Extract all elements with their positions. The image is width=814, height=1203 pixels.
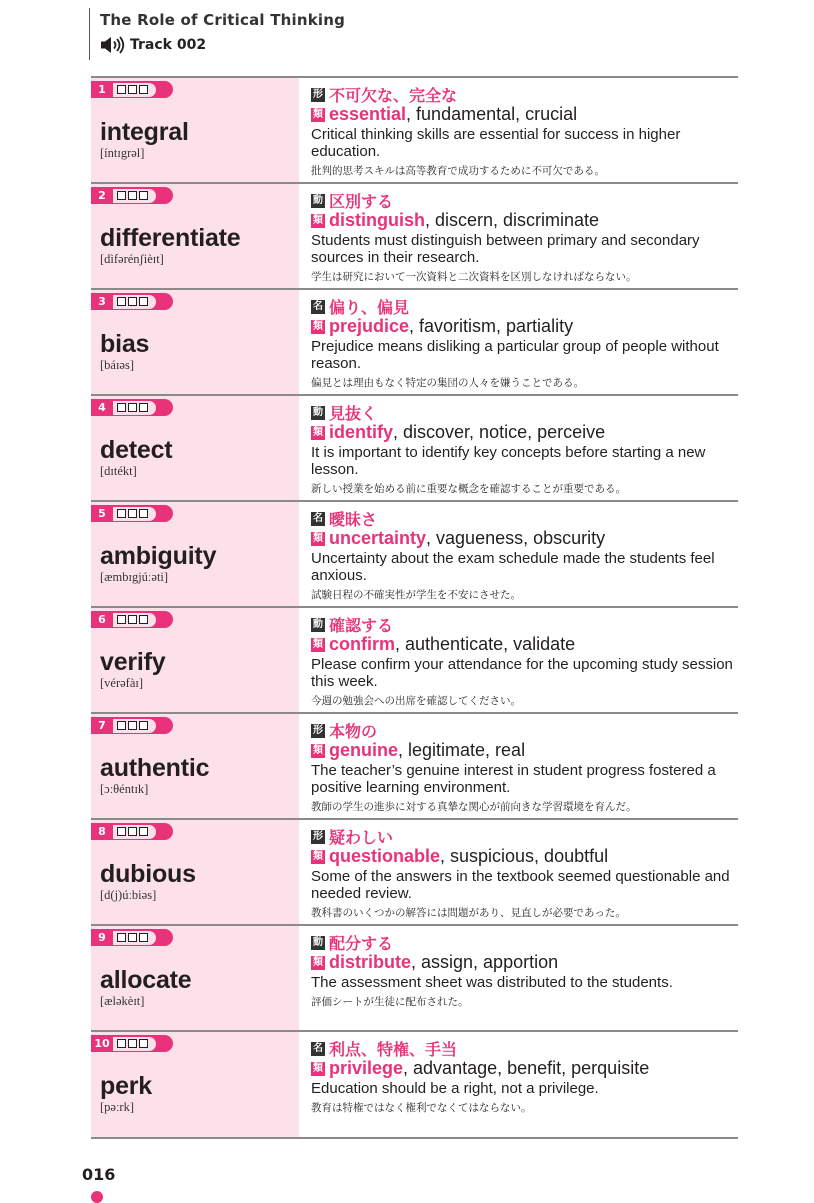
pronunciation: [æləkèɪt] (100, 994, 145, 1008)
other-synonyms: , suspicious, doubtful (440, 846, 609, 866)
other-synonyms: , assign, apportion (411, 952, 559, 972)
word-panel (91, 714, 299, 818)
meaning-line (311, 615, 738, 634)
headword: allocate (100, 966, 192, 994)
checkbox[interactable] (128, 827, 137, 836)
main-synonym: prejudice (329, 316, 410, 336)
meaning-line (311, 191, 738, 210)
checkbox[interactable] (139, 615, 148, 624)
synonym-line (311, 210, 738, 231)
checkbox[interactable] (117, 297, 126, 306)
pronunciation: [ɔːθéntɪk] (100, 782, 149, 796)
example-translation: 新しい授業を始める前に重要な概念を確認することが重要である。 (311, 483, 626, 495)
check-boxes (113, 188, 157, 204)
checkbox[interactable] (128, 721, 137, 730)
main-synonym: privilege (329, 1058, 404, 1078)
japanese-meaning: 曖昧さ (329, 510, 378, 529)
example-sentence: Education should be a right, not a privilege. (311, 1080, 599, 1097)
example-translation: 偏見とは理由もなく特定の集団の人々を嫌うことである。 (311, 377, 584, 389)
meaning-line (311, 85, 738, 104)
word-panel (91, 608, 299, 712)
headword: verify (100, 648, 166, 676)
word-panel (91, 396, 299, 500)
synonym-line (311, 422, 738, 443)
vocab-entry (91, 502, 738, 608)
checkbox[interactable] (117, 85, 126, 94)
check-boxes (113, 82, 157, 98)
example-sentence: Uncertainty about the exam schedule made the students feel anxious. (311, 550, 715, 584)
word-panel (91, 184, 299, 288)
other-synonyms: , advantage, benefit, perquisite (403, 1058, 650, 1078)
meaning-line (311, 827, 738, 846)
other-synonyms: , favoritism, partiality (409, 316, 574, 336)
part-of-speech-tag: 動 (313, 194, 323, 206)
synonym-tag: 類 (313, 108, 323, 120)
checkbox[interactable] (139, 403, 148, 412)
other-synonyms: , vagueness, obscurity (426, 528, 606, 548)
synonym-tag: 類 (313, 320, 323, 332)
entry-number: 4 (98, 401, 106, 414)
headword: bias (100, 330, 150, 358)
page-marker-dot (91, 1191, 103, 1203)
other-synonyms: , discover, notice, perceive (393, 422, 606, 442)
definition-panel (299, 290, 738, 394)
main-synonym: genuine (329, 740, 399, 760)
example-translation: 学生は研究において一次資料と二次資料を区別しなければならない。 (311, 271, 637, 283)
check-boxes (113, 612, 157, 628)
entry-number: 3 (98, 295, 106, 308)
checkbox[interactable] (128, 933, 137, 942)
word-panel (91, 290, 299, 394)
example-sentence: Some of the answers in the textbook seemed questionable and needed review. (311, 868, 730, 902)
checkbox[interactable] (128, 403, 137, 412)
checkbox[interactable] (128, 297, 137, 306)
checkbox[interactable] (117, 933, 126, 942)
japanese-meaning: 配分する (329, 934, 394, 953)
part-of-speech-tag: 動 (313, 936, 323, 948)
entry-number: 9 (98, 931, 106, 944)
headword: detect (100, 436, 173, 464)
example-sentence: Critical thinking skills are essential for success in higher education. (311, 126, 681, 160)
example-translation: 教科書のいくつかの解答には問題があり、見直しが必要であった。 (311, 907, 626, 919)
japanese-meaning: 区別する (329, 192, 394, 211)
entry-number-bar (91, 399, 173, 416)
main-synonym: confirm (329, 634, 396, 654)
part-of-speech-tag: 名 (313, 300, 323, 312)
checkbox[interactable] (128, 1039, 137, 1048)
pronunciation: [báɪəs] (100, 358, 135, 372)
entry-number: 10 (94, 1037, 110, 1050)
definition-panel (299, 396, 738, 500)
section-title: The Role of Critical Thinking (100, 11, 346, 29)
meaning-line (311, 721, 738, 740)
headword: authentic (100, 754, 210, 782)
pronunciation: [dìfərénʃièɪt] (100, 252, 164, 266)
checkbox[interactable] (117, 1039, 126, 1048)
definition-panel (299, 714, 738, 818)
checkbox[interactable] (128, 509, 137, 518)
word-panel (91, 820, 299, 924)
synonym-line (311, 1058, 738, 1079)
main-synonym: questionable (329, 846, 441, 866)
synonym-line (311, 846, 738, 867)
vocab-entry (91, 184, 738, 290)
definition-panel (299, 926, 738, 1030)
synonym-line (311, 634, 738, 655)
entry-number: 6 (98, 613, 106, 626)
japanese-meaning: 確認する (329, 616, 394, 635)
entry-number-bar (91, 823, 173, 840)
check-boxes (113, 1036, 157, 1052)
part-of-speech-tag: 動 (313, 406, 323, 418)
part-of-speech-tag: 名 (313, 1042, 323, 1054)
example-translation: 評価シートが生徒に配布された。 (311, 996, 469, 1008)
part-of-speech-tag: 動 (313, 618, 323, 630)
japanese-meaning: 利点、特権、手当 (329, 1040, 458, 1059)
japanese-meaning: 見抜く (329, 404, 378, 423)
main-synonym: uncertainty (329, 528, 427, 548)
checkbox[interactable] (117, 721, 126, 730)
other-synonyms: , legitimate, real (398, 740, 526, 760)
word-panel (91, 926, 299, 1030)
example-sentence: Students must distinguish between primary and secondary sources in their research. (311, 232, 700, 266)
checkbox[interactable] (117, 191, 126, 200)
check-boxes (113, 506, 157, 522)
example-translation: 試験日程の不確実性が学生を不安にさせた。 (311, 589, 521, 601)
meaning-line (311, 509, 738, 528)
headword: dubious (100, 860, 196, 888)
entry-number: 8 (98, 825, 106, 838)
synonym-line (311, 316, 738, 337)
other-synonyms: , discern, discriminate (425, 210, 600, 230)
check-boxes (113, 294, 157, 310)
checkbox[interactable] (117, 403, 126, 412)
entry-number-bar (91, 929, 173, 946)
definition-panel (299, 608, 738, 712)
meaning-line (311, 933, 738, 952)
entry-number-bar (91, 293, 173, 310)
other-synonyms: , fundamental, crucial (406, 104, 578, 124)
synonym-tag: 類 (313, 744, 323, 756)
checkbox[interactable] (128, 615, 137, 624)
headword: differentiate (100, 224, 241, 252)
definition-panel (299, 184, 738, 288)
synonym-line (311, 952, 738, 973)
synonym-tag: 類 (313, 850, 323, 862)
meaning-line (311, 297, 738, 316)
synonym-line (311, 104, 738, 125)
checkbox[interactable] (139, 85, 148, 94)
synonym-tag: 類 (313, 532, 323, 544)
checkbox[interactable] (139, 933, 148, 942)
japanese-meaning: 偏り、偏見 (329, 298, 410, 317)
page-header (89, 8, 345, 60)
part-of-speech-tag: 名 (313, 512, 323, 524)
entry-number-bar (91, 717, 173, 734)
vocab-entry (91, 290, 738, 396)
check-boxes (113, 824, 157, 840)
checkbox[interactable] (117, 615, 126, 624)
other-synonyms: , authenticate, validate (395, 634, 576, 654)
checkbox[interactable] (139, 1039, 148, 1048)
synonym-tag: 類 (313, 1062, 323, 1074)
word-panel (91, 78, 299, 182)
pronunciation: [pəːrk] (100, 1100, 135, 1114)
pronunciation: [dɪtékt] (100, 464, 137, 478)
word-panel (91, 1032, 299, 1137)
check-boxes (113, 718, 157, 734)
pronunciation: [æmbɪgjúːəti] (100, 570, 169, 584)
japanese-meaning: 疑わしい (329, 828, 394, 847)
check-boxes (113, 930, 157, 946)
entry-number: 7 (98, 719, 106, 732)
entry-number-bar (91, 187, 173, 204)
example-translation: 教師の学生の進歩に対する真摯な関心が前向きな学習環境を育んだ。 (311, 801, 637, 813)
vocab-entry (91, 926, 738, 1032)
entry-number-bar (91, 1035, 173, 1052)
synonym-tag: 類 (313, 426, 323, 438)
headword: ambiguity (100, 542, 217, 570)
main-synonym: identify (329, 422, 394, 442)
example-translation: 今週の勉強会への出席を確認してください。 (311, 695, 521, 707)
track-label: Track 002 (130, 37, 207, 53)
synonym-tag: 類 (313, 956, 323, 968)
definition-panel (299, 820, 738, 924)
example-sentence: The teacher’s genuine interest in student progress fostered a positive learning environment. (311, 762, 716, 796)
vocab-entry (91, 714, 738, 820)
definition-panel (299, 1032, 738, 1137)
word-panel (91, 502, 299, 606)
example-sentence: It is important to identify key concepts before starting a new lesson. (311, 444, 706, 478)
synonym-tag: 類 (313, 638, 323, 650)
checkbox[interactable] (139, 297, 148, 306)
definition-panel (299, 78, 738, 182)
checkbox[interactable] (139, 191, 148, 200)
main-synonym: essential (329, 104, 407, 124)
meaning-line (311, 1039, 738, 1058)
synonym-tag: 類 (313, 214, 323, 226)
pronunciation: [íntɪgrəl] (100, 146, 145, 160)
checkbox[interactable] (128, 85, 137, 94)
entry-number: 1 (98, 83, 106, 96)
main-synonym: distinguish (329, 210, 425, 230)
synonym-line (311, 528, 738, 549)
synonym-line (311, 740, 738, 761)
japanese-meaning: 不可欠な、完全な (329, 86, 458, 105)
checkbox[interactable] (117, 827, 126, 836)
example-translation: 教育は特権ではなく権利でなくてはならない。 (311, 1102, 532, 1114)
vocab-entry (91, 1032, 738, 1139)
vocab-entry (91, 78, 738, 184)
vocabulary-list (91, 76, 738, 1139)
meaning-line (311, 403, 738, 422)
checkbox[interactable] (128, 191, 137, 200)
entry-number-bar (91, 81, 173, 98)
vocab-entry (91, 396, 738, 502)
entry-number: 5 (98, 507, 106, 520)
checkbox[interactable] (117, 509, 126, 518)
headword: perk (100, 1072, 153, 1100)
checkbox[interactable] (139, 827, 148, 836)
pronunciation: [d(j)úːbiəs] (100, 888, 157, 902)
vocab-entry (91, 820, 738, 926)
example-sentence: Please confirm your attendance for the upcoming study session this week. (311, 656, 733, 690)
audio-track[interactable] (100, 36, 345, 54)
entry-number-bar (91, 505, 173, 522)
part-of-speech-tag: 形 (313, 830, 323, 842)
definition-panel (299, 502, 738, 606)
example-sentence: Prejudice means disliking a particular group of people without reason. (311, 338, 719, 372)
vocab-entry (91, 608, 738, 714)
entry-number-bar (91, 611, 173, 628)
speaker-icon (100, 36, 126, 54)
example-translation: 批判的思考スキルは高等教育で成功するために不可欠である。 (311, 165, 605, 177)
page-number: 016 (82, 1165, 116, 1184)
checkbox[interactable] (139, 721, 148, 730)
check-boxes (113, 400, 157, 416)
entry-number: 2 (98, 189, 106, 202)
main-synonym: distribute (329, 952, 412, 972)
example-sentence: The assessment sheet was distributed to the students. (311, 974, 673, 991)
part-of-speech-tag: 形 (313, 724, 323, 736)
pronunciation: [vérəfàɪ] (100, 676, 144, 690)
japanese-meaning: 本物の (329, 722, 378, 741)
headword: integral (100, 118, 189, 146)
checkbox[interactable] (139, 509, 148, 518)
part-of-speech-tag: 形 (313, 88, 323, 100)
